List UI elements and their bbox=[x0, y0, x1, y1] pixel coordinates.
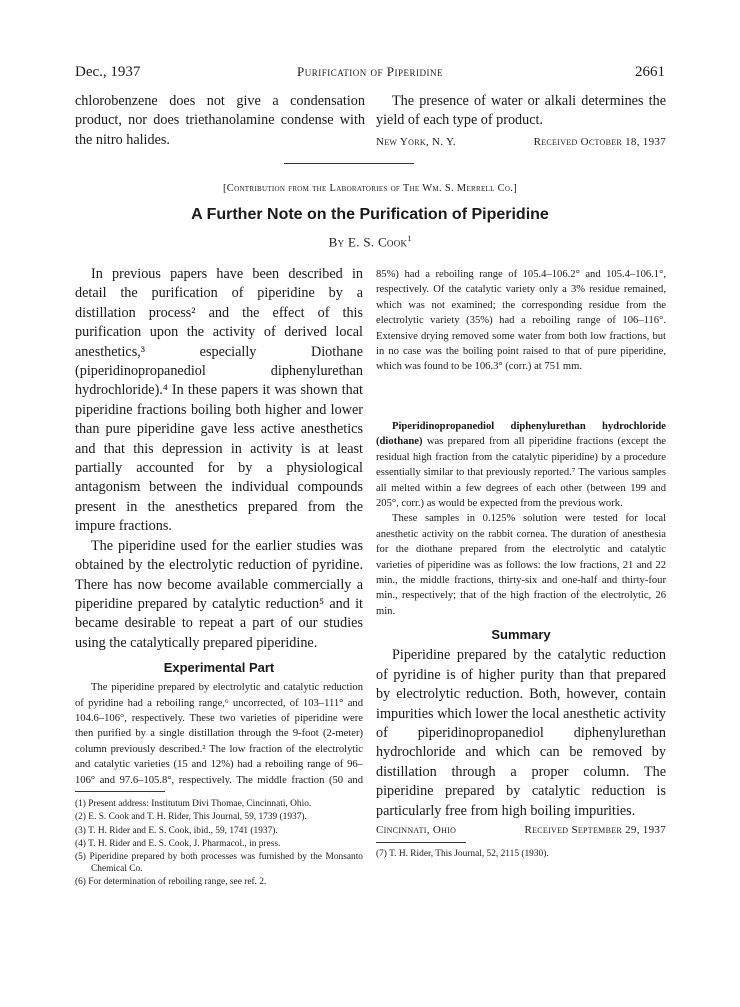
article-separator-rule bbox=[284, 163, 414, 164]
experimental-paragraph-1: The piperidine prepared by electrolytic and catalytic reduction of pyridine had a reboiling range,⁶ uncorrected, of 103–111° and 104.6–106°, respectively. These two varieties of piperidine were then purified by a single distillation through the 9-foot (2-meter) column previously described.² The low fraction of the electrolytic and catalytic varieties (15 and 12%) had a reboiling range of 96–106° and 97.6–105.8°, respectively. The middle fraction (50 and bbox=[75, 682, 363, 786]
article-title: A Further Note on the Purification of Piperidine bbox=[191, 206, 549, 223]
prev-article-right-column bbox=[376, 92, 666, 152]
experimental-heading: Experimental Part bbox=[163, 660, 275, 676]
intro-paragraph-1: In previous papers have been described in detail the purification of piperidine by a distillation process² and the effect of this purification upon the activity of derived local anesthetics,³ especially Diothane (piperidinopropanediol diphenylurethan hydrochloride).⁴ In these papers it was shown that piperidine fractions boiling both higher and lower than pure piperidine gave less active anesthetics and that this depression in activity is at least partially accounted for by a physiological antagonism between the individual compounds present in the anesthetics prepared from the impure fractions. bbox=[75, 266, 363, 535]
summary-heading: Summary bbox=[491, 627, 551, 643]
footnote-3: (3) T. H. Rider and E. S. Cook, ibid., 59, 1741 (1937). bbox=[75, 825, 278, 836]
article-received: Received September 29, 1937 bbox=[524, 823, 666, 836]
footnote-2: (2) E. S. Cook and T. H. Rider, This Journal, 59, 1739 (1937). bbox=[75, 812, 307, 823]
footnote-5: (5) Piperidine prepared by both processes was furnished by the Monsanto Chemical Co. bbox=[75, 851, 363, 875]
article-place: Cincinnati, Ohio bbox=[376, 823, 457, 836]
byline-footnote-mark: 1 bbox=[407, 234, 412, 243]
prev-article-left-column bbox=[75, 92, 365, 150]
right-column bbox=[376, 267, 666, 861]
prev-article-place: New York, N. Y. bbox=[376, 135, 456, 148]
footnote-rule bbox=[75, 791, 165, 792]
experimental-paragraph-1-continued bbox=[376, 267, 666, 419]
diothane-compound-name: Piperidinopropanediol diphenylurethan hydrochloride (diothane) bbox=[376, 421, 666, 448]
article-signature bbox=[376, 824, 666, 836]
byline bbox=[0, 234, 740, 250]
footnote-7: (7) T. H. Rider, This Journal, 52, 2115 (1930). bbox=[376, 848, 549, 859]
prev-article-signature bbox=[376, 133, 666, 152]
byline-author: By E. S. Cook bbox=[328, 234, 408, 250]
experimental-paragraph-2 bbox=[376, 419, 666, 511]
footnote-1: (1) Present address: Institutum Divi Thomae, Cincinnati, Ohio. bbox=[75, 799, 312, 810]
summary-paragraph: Piperidine prepared by the catalytic reduction of pyridine is of higher purity than that prepared by electrolytic reduction. Both, however, contain impurities which lower the local anesthetic activity of piperidinopropanediol diphenylurethan hydrochloride and which can be removed by distillation through a proper column. The piperidine prepared by catalytic reduction is particularly free from high boiling impurities. bbox=[376, 647, 666, 819]
running-header-title: Purification of Piperidine bbox=[297, 64, 443, 79]
intro-paragraph-2: The piperidine used for the earlier studies was obtained by the electrolytic reduction of pyridine. There has now become available commercially a piperidine prepared by catalytic reduction⁵ and it became desirable to repeat a part of our studies using the catalytically prepared piperidine. bbox=[75, 537, 363, 651]
experimental-paragraph-2-text: was prepared from all piperidine fractions (except the residual high fraction from the catalytic piperidine) by a procedure essentially similar to that previously reported.⁷ The various samples all melted within a few degrees of each other (between 199 and 205°, corr.) as would be expected from the previous work. bbox=[376, 436, 666, 510]
prev-article-received: Received October 18, 1937 bbox=[533, 135, 666, 148]
experimental-paragraph-1-continuation: 85%) had a reboiling range of 105.4–106.2° and 105.4–106.1°, respectively. Of the catalytic variety only a 3% residue remained, which was not examined; the corresponding residue from the electrolytic variety (35%) had a reboiling range of 106–116°. Extensive drying removed some water from both low fractions, but in no case was the boiling point raised to that of pure piperidine, which was found to be 106.3° (corr.) at 751 mm. bbox=[376, 269, 666, 373]
footnote-6: (6) For determination of reboiling range, see ref. 2. bbox=[75, 877, 267, 888]
page-number: 2661 bbox=[635, 64, 665, 80]
prev-article-text-right: The presence of water or alkali determines the yield of each type of product. bbox=[376, 93, 666, 129]
footnote-4: (4) T. H. Rider and E. S. Cook, J. Pharmacol., in press. bbox=[75, 838, 281, 849]
experimental-paragraph-1-start bbox=[75, 680, 363, 785]
left-column bbox=[75, 265, 363, 890]
footnote-rule-right bbox=[376, 842, 466, 843]
contribution-line: [Contribution from the Laboratories of The Wm. S. Merrell Co.] bbox=[222, 183, 517, 194]
running-header-date: Dec., 1937 bbox=[75, 64, 141, 80]
prev-article-text-left: chlorobenzene does not give a condensation product, nor does triethanolamine condense with the nitro halides. bbox=[75, 93, 365, 148]
experimental-paragraph-3: These samples in 0.125% solution were tested for local anesthetic activity on the rabbit cornea. The duration of anesthesia for the diothane prepared from the electrolytic and catalytic varieties of piperidine was as follows: the low fractions, 21 and 22 min., the middle fractions, thirty-six and one-half and thirty-four min., respectively; that of the high fraction of the electrolytic, 26 min. bbox=[376, 513, 666, 617]
footnotes-left bbox=[75, 798, 363, 888]
